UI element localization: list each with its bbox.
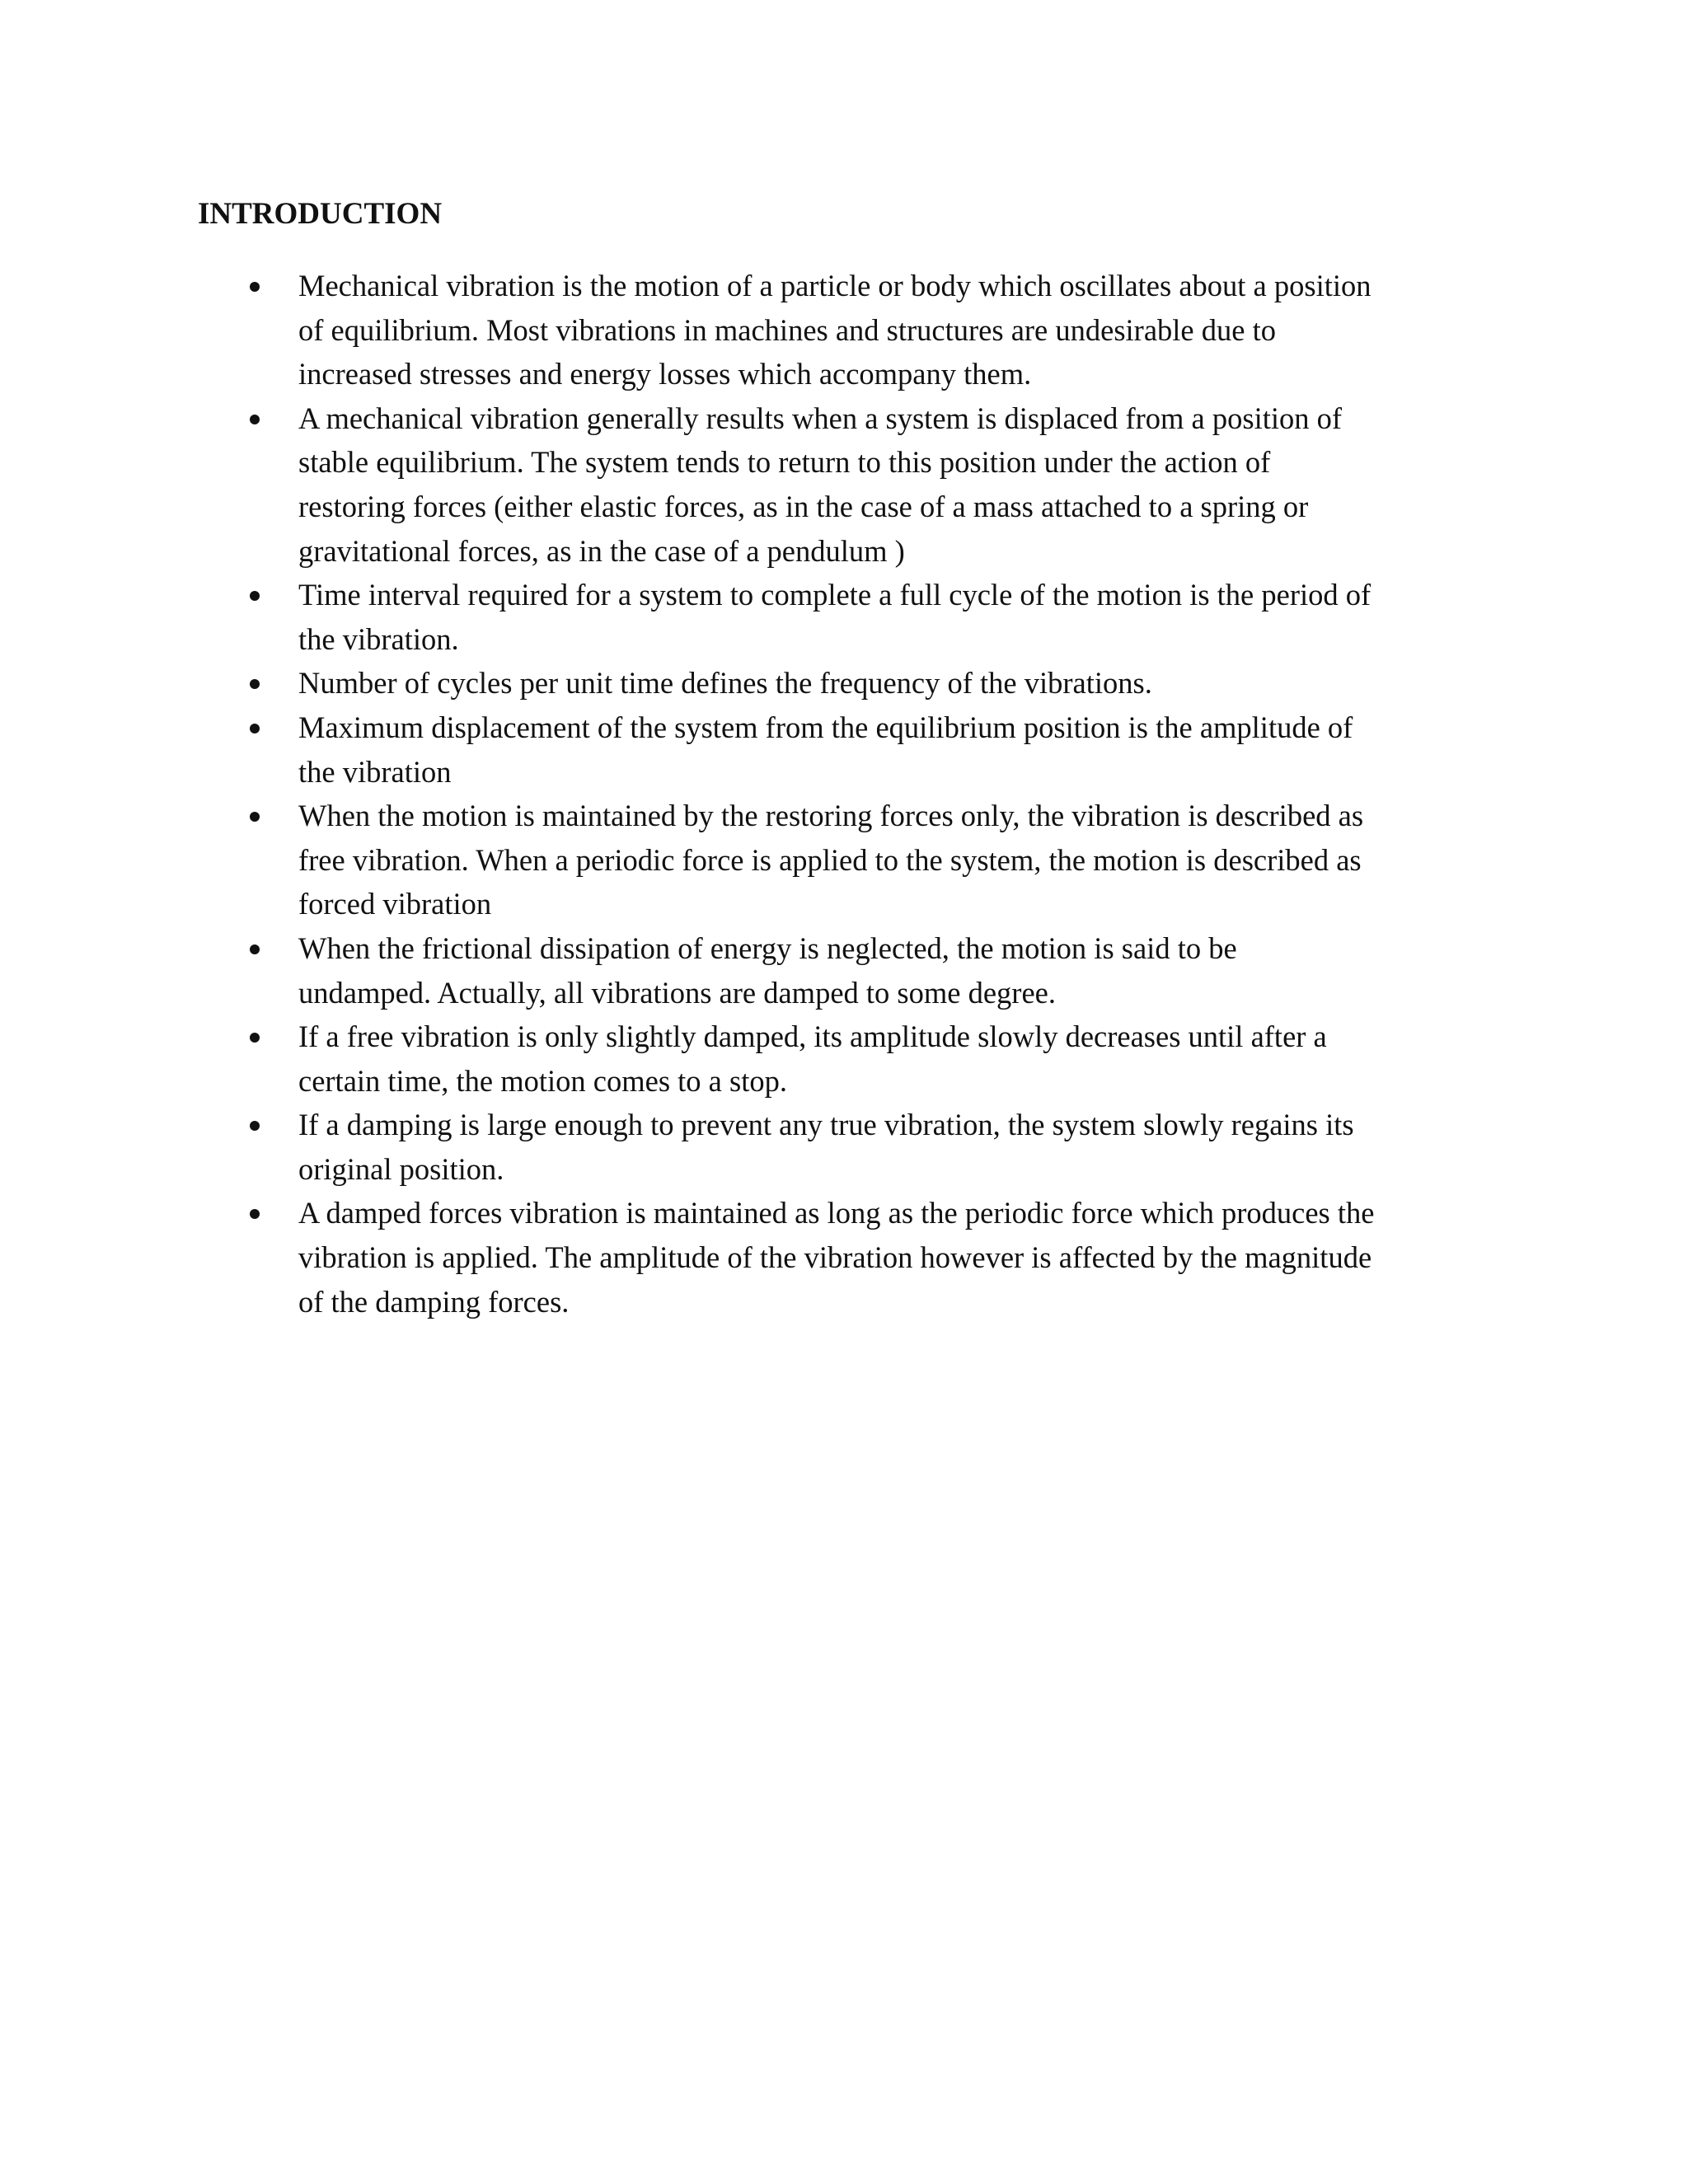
bullet-text-line: certain time, the motion comes to a stop. [298,1063,787,1098]
list-item [198,1191,1484,1324]
bullet-text-line: of equilibrium. Most vibrations in machines and structures are undesirable due to [298,312,1276,347]
bullet-text-line: original position. [298,1151,504,1186]
bullet-point-icon [250,1033,260,1043]
list-item [198,1015,1484,1103]
list-item [198,396,1484,573]
bullet-text-line: restoring forces (either elastic forces, as in the case of a mass attached to a spring or [298,489,1309,523]
bullet-text-line: of the damping forces. [298,1284,570,1319]
bullet-text-line: If a damping is large enough to prevent any true vibration, the system slowly regains its [298,1108,1354,1142]
bullet-point-icon [250,724,260,733]
bullet-text-line: A damped forces vibration is maintained as long as the periodic force which produces the [298,1196,1375,1230]
bullet-point-icon [250,1209,260,1219]
list-item [198,264,1484,396]
list-item [198,794,1484,926]
bullet-text-line: When the frictional dissipation of energy is neglected, the motion is said to be [298,930,1237,965]
bullet-text-line: If a free vibration is only slightly damped, its amplitude slowly decreases until after a [298,1019,1327,1054]
bullet-point-icon [250,944,260,954]
bullet-text-line: stable equilibrium. The system tends to return to this position under the action of [298,445,1271,480]
bullet-text-line: undamped. Actually, all vibrations are damped to some degree. [298,975,1056,1010]
list-item [198,926,1484,1015]
list-item [198,661,1484,705]
bullet-point-icon [250,415,260,424]
bullet-text-line: gravitational forces, as in the case of a pendulum ) [298,533,905,568]
section-heading: INTRODUCTION [198,197,443,231]
bullet-text-line: Mechanical vibration is the motion of a particle or body which oscillates about a position [298,269,1372,302]
bullet-text-line: Maximum displacement of the system from the equilibrium position is the amplitude of [298,710,1353,744]
bullet-point-icon [250,812,260,822]
bullet-text-line: A mechanical vibration generally results when a system is displaced from a position of [298,401,1343,435]
bullet-text-line: Time interval required for a system to complete a full cycle of the motion is the period of [298,578,1372,612]
list-item [198,705,1484,794]
bullet-text-line: the vibration [298,754,452,789]
list-item [198,1103,1484,1191]
bullet-text-line: vibration is applied. The amplitude of the vibration however is affected by the magnitude [298,1240,1372,1275]
bullet-point-icon [250,282,260,292]
bullet-text-line: When the motion is maintained by the restoring forces only, the vibration is described as [298,799,1364,833]
bullet-text-line: free vibration. When a periodic force is applied to the system, the motion is described as [298,842,1362,877]
bullet-text-line: Number of cycles per unit time defines the frequency of the vibrations. [298,666,1152,701]
bullet-point-icon [250,1121,260,1131]
bullet-point-icon [250,679,260,689]
bullet-point-icon [250,591,260,601]
bullet-text-line: forced vibration [298,887,492,921]
list-item [198,573,1484,661]
bullet-list [198,264,1484,1324]
bullet-text-line: the vibration. [298,621,459,656]
bullet-text-line: increased stresses and energy losses which accompany them. [298,357,1032,391]
